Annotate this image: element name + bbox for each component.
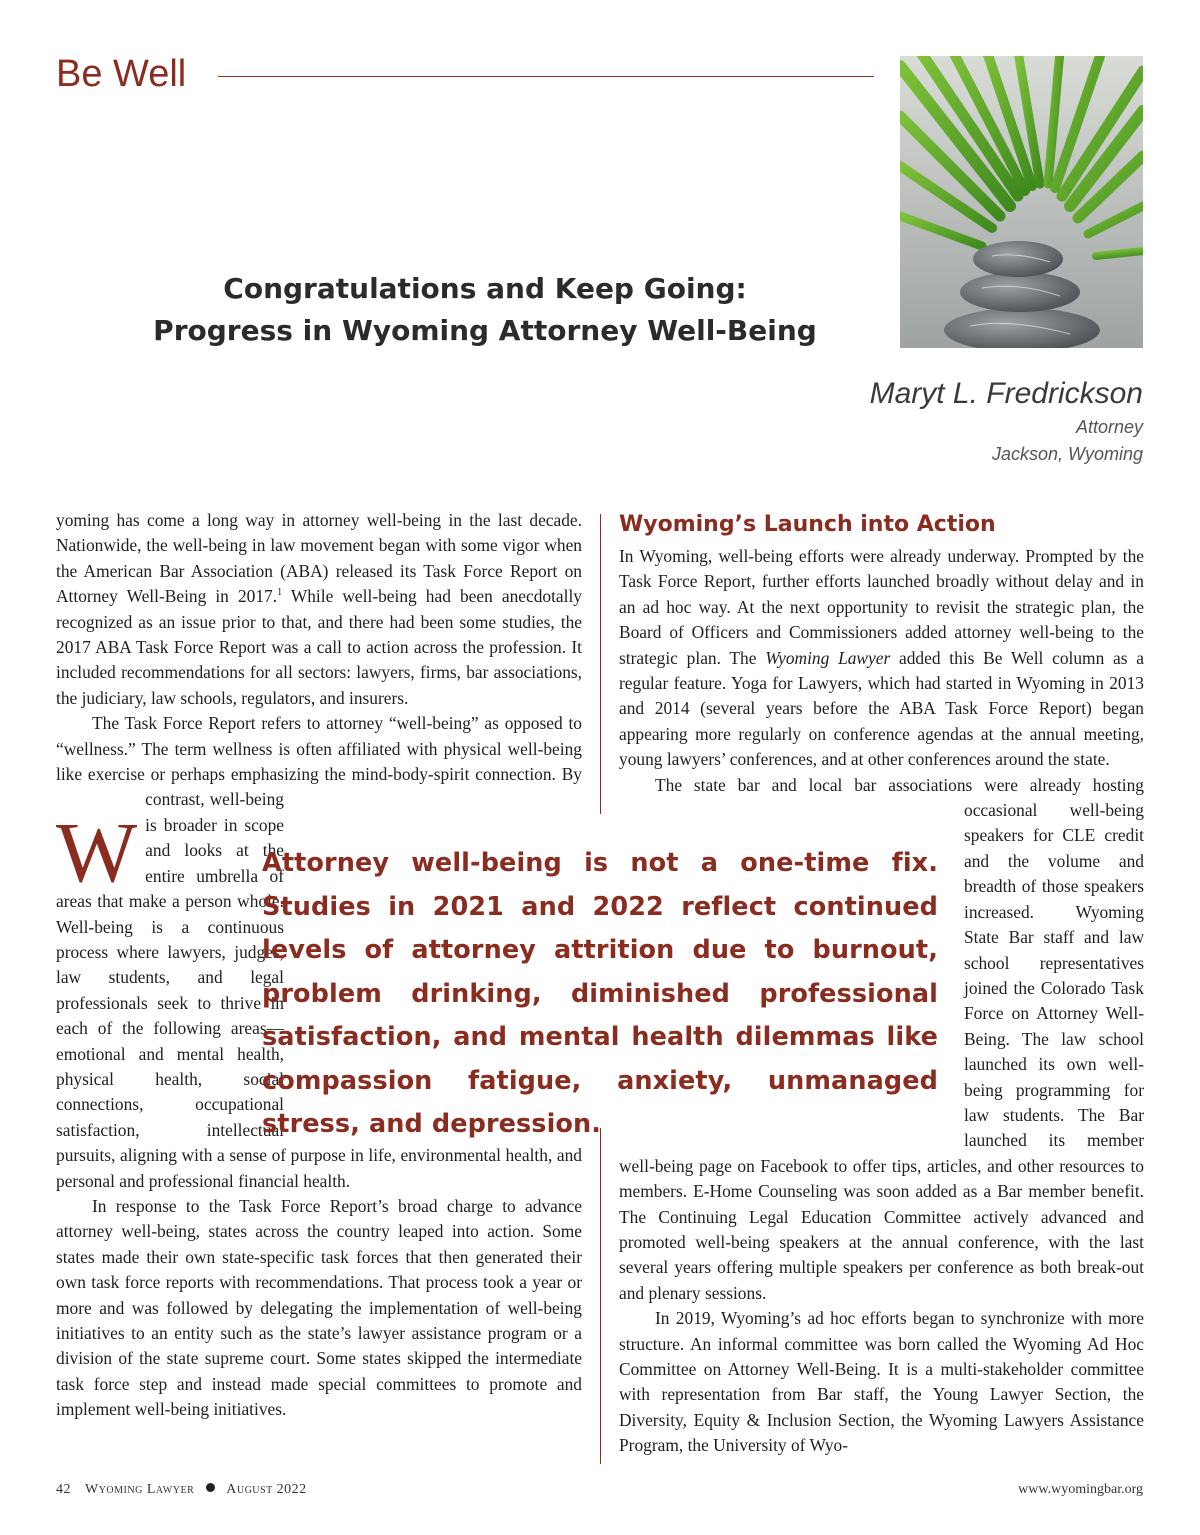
publication-title: Wyoming Lawyer xyxy=(85,1482,195,1497)
column-divider-top xyxy=(600,514,601,814)
publication-name: Wyoming Lawyer xyxy=(765,647,891,668)
stacked-stones-photo xyxy=(900,56,1143,348)
byline xyxy=(870,374,1143,468)
right-paragraph-3: In 2019, Wyoming’s ad hoc efforts began to synchronize with more structure. An informal committee was born called the Wyoming Ad Hoc Committee on Attorney Well-Being. It is a multi-stakeholder committee with representation from Bar staff, the Young Lawyer Section, the Diversity, Equity & Inclusion Section, the Wyoming Lawyers Assistance Program, the University of Wyo- xyxy=(619,1308,1144,1456)
author-title: Attorney xyxy=(1075,417,1143,437)
dropcap: W xyxy=(56,804,138,900)
right-paragraph-2: The state bar and local bar associations were already hosting occasional well-being speakers for CLE credit and the volume and breadth of those speakers increased. Wyoming State Bar staff and law school representatives joined the Colorado Task Force on Attorney Well-Being. The law school launched its own well-being programming for law students. The Bar launched its member well-being page on Facebook to offer tips, articles, and other resources to members. E-Home Counseling was soon added as a Bar member benefit. The Continuing Legal Education Committee actively advanced and promoted well-being speakers at the annual conference, with the last several years offering multiple speakers per conference as both break-out and plenary sessions. xyxy=(619,774,1144,1303)
page-footer xyxy=(56,1480,1143,1500)
author-location: Jackson, Wyoming xyxy=(991,444,1143,464)
stacked-stones-palm-icon xyxy=(900,56,1143,348)
bullet-icon xyxy=(206,1483,215,1492)
right-paragraph-1: In Wyoming, well-being efforts were already underway. Prompted by the Task Force Report, further efforts launched broadly without delay and in an ad hoc way. At the next opportunity to revisit the strategic plan, the Board of Officers and Commissioners added attorney well-being to the strategic plan. The Wyoming Lawyer added this Be Well column as a regular feature. Yoga for Lawyers, which had started in Wyoming in 2013 and 2014 (several years before the ABA Task Force Report) began appearing more regularly on conference agendas at the annual meeting, young lawyers’ conferences, and at other conferences around the state. xyxy=(619,546,1145,770)
pullquote: Attorney well-being is not a one-time fix. Studies in 2021 and 2022 reflect continued levels of attorney attrition due to burnout, problem drinking, diminished professional satisfaction, and mental health dilemmas like compassion fatigue, anxiety, unmanaged stress, and depression. xyxy=(262,848,938,1139)
article-title xyxy=(120,268,850,352)
footer-left xyxy=(56,1480,307,1500)
website-url: www.wyomingbar.org xyxy=(1018,1482,1143,1497)
section-rule xyxy=(218,76,874,77)
author-name: Maryt L. Fredrickson xyxy=(869,377,1143,410)
article-title-line2: Progress in Wyoming Attorney Well-Being xyxy=(153,314,817,347)
column-divider-bottom xyxy=(600,1128,601,1464)
article-title-line1: Congratulations and Keep Going: xyxy=(223,272,747,305)
left-paragraph-1: W yoming has come a long way in attorney well-being in the last decade. Nationwide, the well-being in law movement began with some vigor when the American Bar Association (ABA) released its Task Force Report on Attorney Well-Being in 2017.$^1$ While well-being had been anecdotally recognized as an issue prior to that, and there had been some studies, the 2017 ABA Task Force Report was a call to action across the profession. It included recommendations for all sectors: lawyers, firms, bar associations, the judiciary, law schools, regulators, and insurers. xyxy=(56,510,583,900)
section-heading: Wyoming’s Launch into Action xyxy=(619,512,996,537)
footnote-marker: 1 xyxy=(277,587,283,599)
page-number: 42 xyxy=(56,1482,71,1497)
left-paragraph-3: In response to the Task Force Report’s broad charge to advance attorney well-being, states across the country leaped into action. Some states made their own state-specific task forces that then generated their own task force reports with recommendations. That process took a year or more and was followed by delegating the implementation of well-being initiatives to an entity such as the state’s lawyer assistance program or a division of the state supreme court. Some states skipped the intermediate task force step and instead made special committees to promote and implement well-being initiatives. xyxy=(56,1195,582,1420)
section-label: Be Well xyxy=(56,53,187,95)
left-paragraph-2: The Task Force Report refers to attorney “well-being” as opposed to “wellness.” The term wellness is often affiliated with physical well-being like exercise or perhaps emphasizing the mind-body-spirit connection. By contrast, well-being is broader in scope and looks at the entire umbrella of areas that make a person whole. Well-being is a continuous process where lawyers, judges, law students, and legal professionals seek to thrive in each of the following areas—emotional and mental health, physical health, social connections, occupational satisfaction, intellectual pursuits, aligning with a sense of purpose in life, environmental health, and personal and professional financial health. xyxy=(56,713,582,1191)
issue-date: August 2022 xyxy=(226,1482,307,1497)
